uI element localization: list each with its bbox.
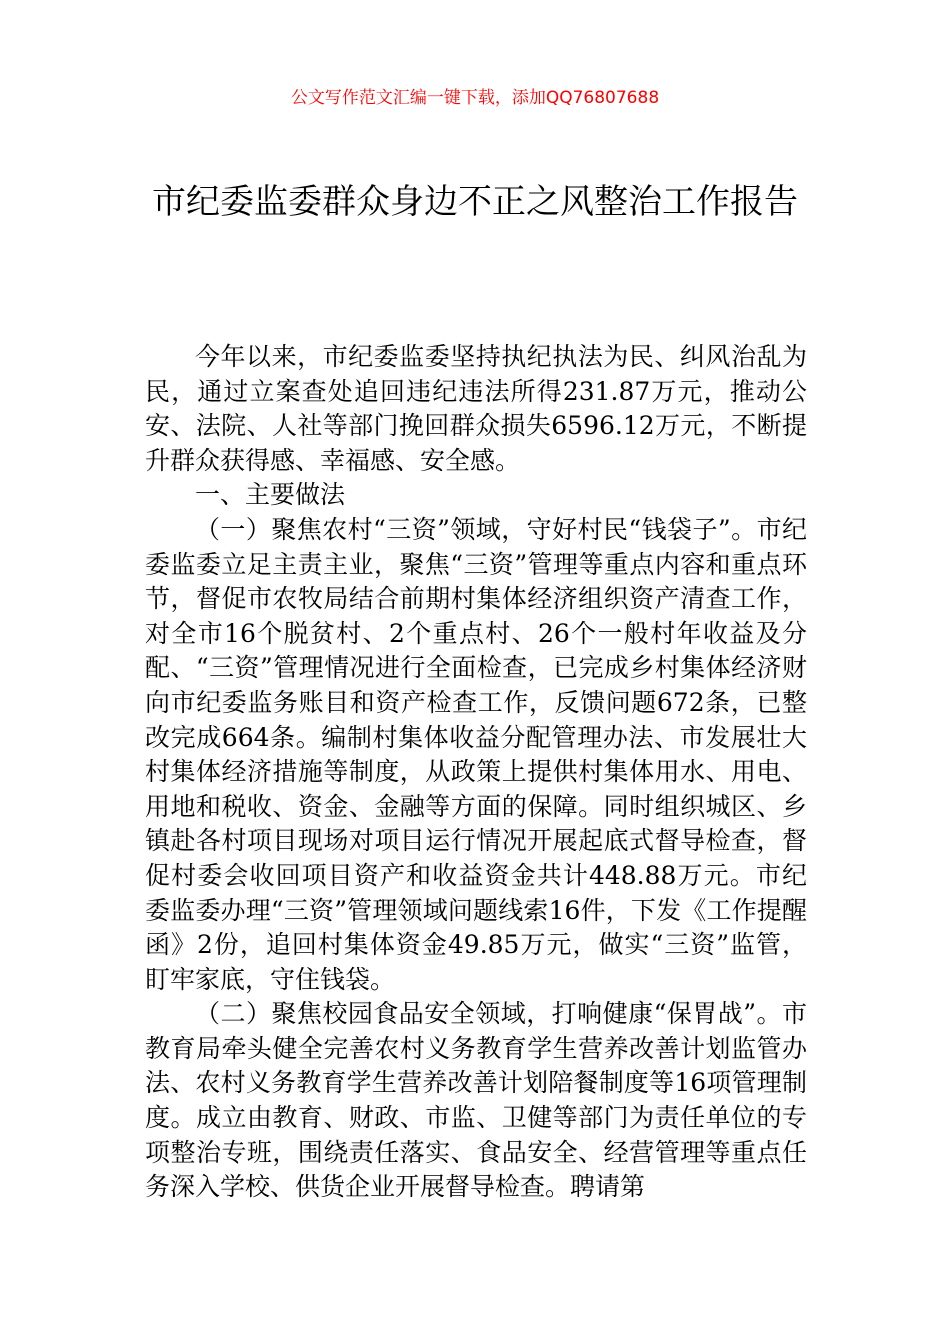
paragraph-campus-food-safety: （二）聚焦校园食品安全领域，打响健康“保胃战”。市教育局牵头健全完善农村义务教育学生营养改善计划监管办法、农村义务教育学生营养改善计划陪餐制度等16项管理制度。成立由教育、财政、市监、卫健等部门为责任单位的专项整治专班，围绕责任落实、食品安全、经营管理等重点任务深入学校、供货企业开展督导检查。聘请第 xyxy=(145,999,807,1202)
paragraph-rural-assets: （一）聚焦农村“三资”领域，守好村民“钱袋子”。市纪委监委立足主责主业，聚焦“三资”管理等重点内容和重点环节，督促市农牧局结合前期村集体经济组织资产清查工作，对全市16个脱贫村、2个重点村、26个一般村年收益及分配、“三资”管理情况进行全面检查，已完成乡村集体经济财向市纪委监务账目和资产检查工作，反馈问题672条，已整改完成664条。编制村集体收益分配管理办法、市发展壮大村集体经济措施等制度，从政策上提供村集体用水、用电、用地和税收、资金、金融等方面的保障。同时组织城区、乡镇赴各村项目现场对项目运行情况开展起底式督导检查，督促村委会收回项目资产和收益资金共计448.88万元。市纪委监委办理“三资”管理领域问题线索16件，下发《工作提醒函》2份，追回村集体资金49.85万元，做实“三资”监管，盯牢家底，守住钱袋。 xyxy=(145,514,807,994)
section-heading-main-practices: 一、主要做法 xyxy=(195,480,346,510)
document-title: 市纪委监委群众身边不正之风整治工作报告 xyxy=(152,182,798,222)
intro-paragraph: 今年以来，市纪委监委坚持执纪执法为民、纠风治乱为民，通过立案查处追回违纪违法所得231.87万元，推动公安、法院、人社等部门挽回群众损失6596.12万元，不断提升群众获得感、幸福感、安全感。 xyxy=(145,342,807,475)
document-body xyxy=(145,340,807,1205)
download-promo-note: 公文写作范文汇编一键下载，添加QQ76807688 xyxy=(290,88,660,108)
